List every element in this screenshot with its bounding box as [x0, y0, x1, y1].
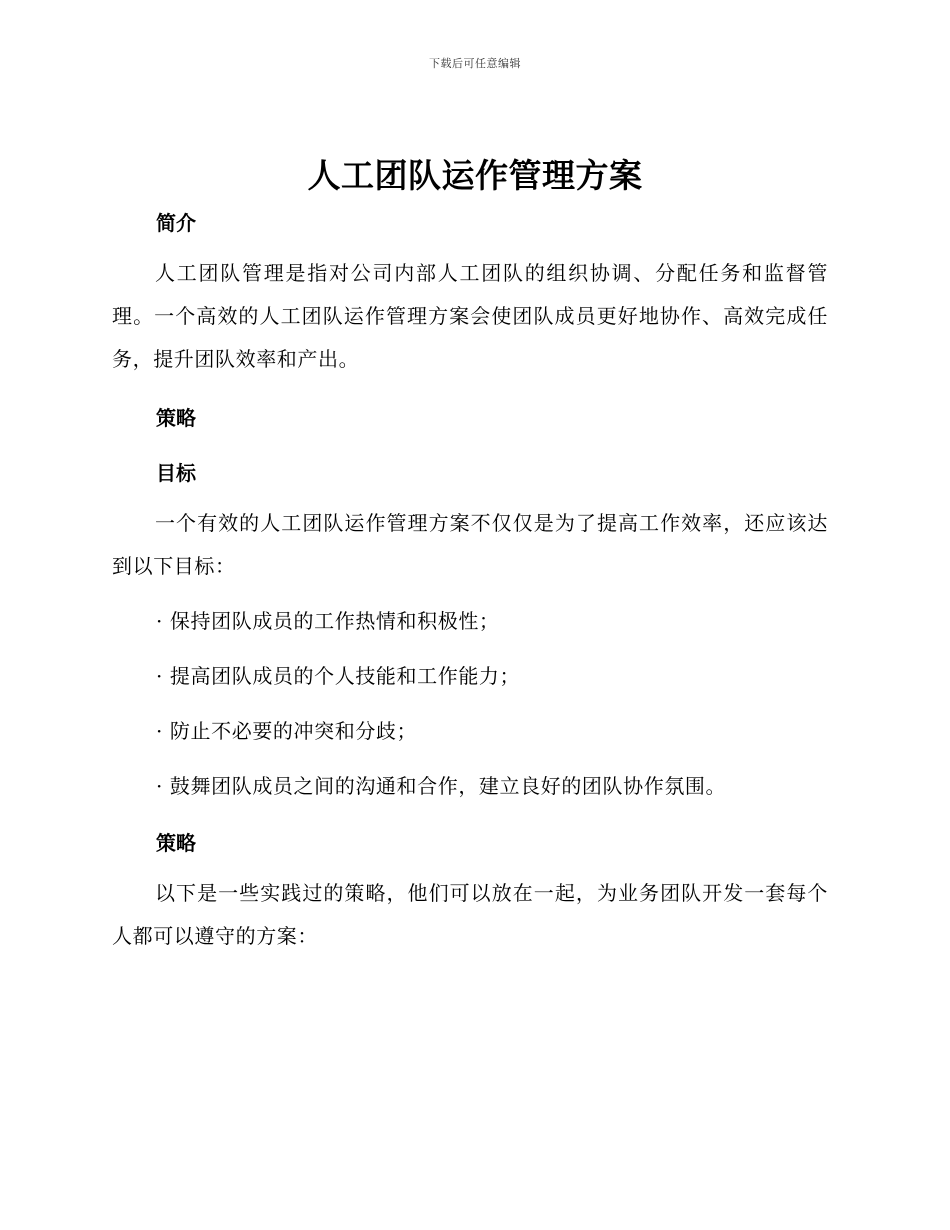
header-note: 下载后可任意编辑 — [429, 57, 521, 70]
intro-heading: 简介 — [156, 211, 196, 235]
goal-heading: 目标 — [156, 461, 196, 485]
goal-list-item: · 保持团队成员的工作热情和积极性； — [156, 609, 500, 633]
goal-list-item: · 鼓舞团队成员之间的沟通和合作，建立良好的团队协作氛围。 — [156, 774, 727, 798]
strategy-paragraph: 以下是一些实践过的策略，他们可以放在一起，为业务团队开发一套每个人都可以遵守的方案： — [112, 881, 828, 948]
strategy-heading-2: 策略 — [156, 831, 196, 855]
intro-paragraph: 人工团队管理是指对公司内部人工团队的组织协调、分配任务和监督管理。一个高效的人工团队运作管理方案会使团队成员更好地协作、高效完成任务，提升团队效率和产出。 — [112, 261, 828, 371]
document-title: 人工团队运作管理方案 — [307, 156, 643, 195]
goal-list-item: · 提高团队成员的个人技能和工作能力； — [156, 664, 521, 688]
goal-paragraph: 一个有效的人工团队运作管理方案不仅仅是为了提高工作效率，还应该达到以下目标： — [112, 511, 828, 578]
goal-list-item: · 防止不必要的冲突和分歧； — [156, 719, 418, 743]
strategy-heading-1: 策略 — [156, 406, 196, 430]
